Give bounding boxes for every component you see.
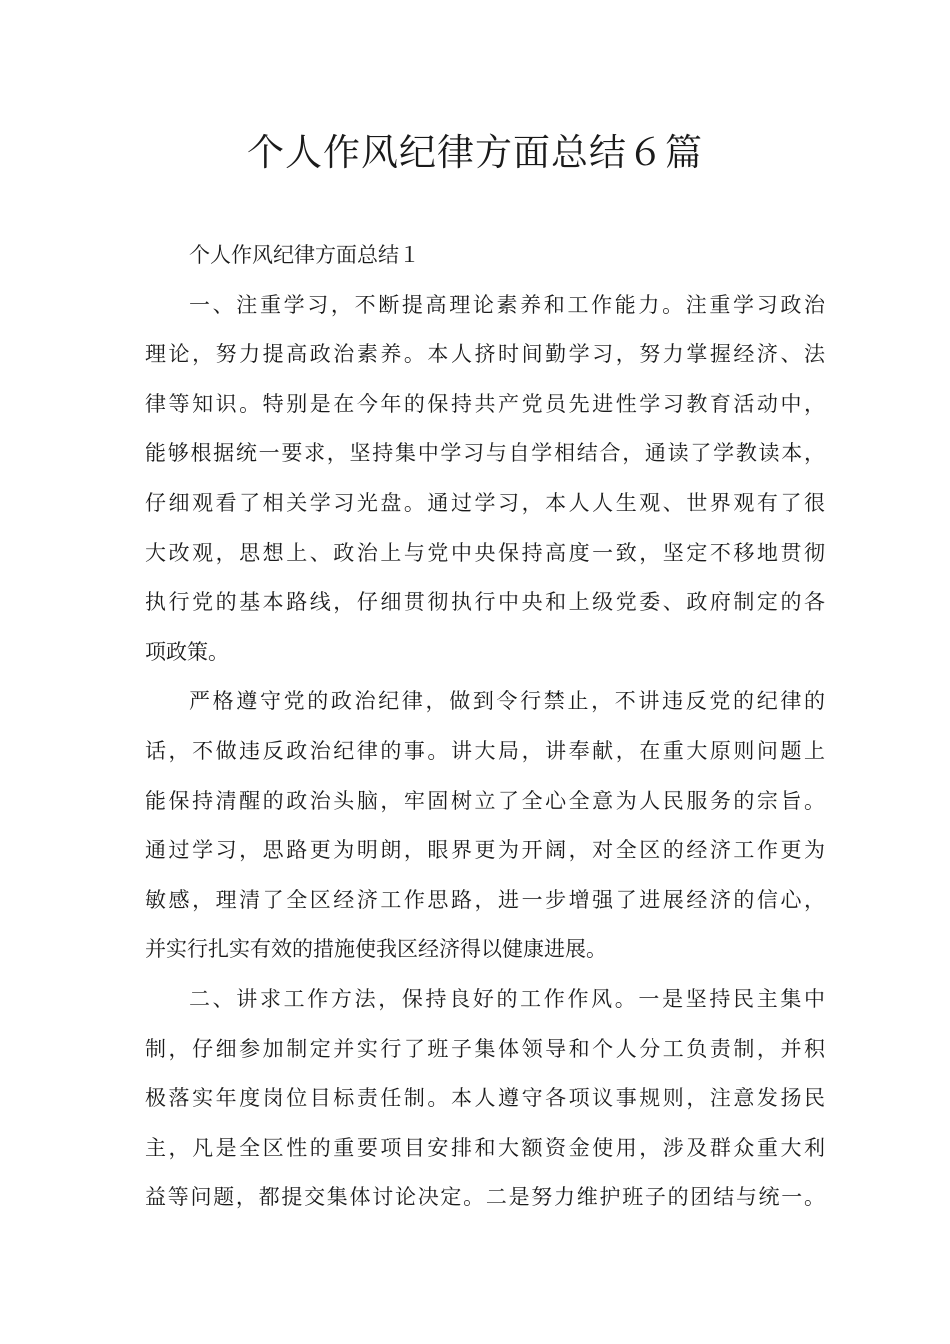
text-line: 能够根据统一要求，坚持集中学习与自学相结合，通读了学教读本， — [145, 441, 825, 466]
text-line: 话，不做违反政治纪律的事。讲大局，讲奉献，在重大原则问题上 — [145, 738, 825, 763]
document-title: 个人作风纪律方面总结６篇 — [247, 131, 703, 174]
text-line: 益等问题，都提交集体讨论决定。二是努力维护班子的团结与统一。 — [145, 1185, 825, 1210]
text-line: 主，凡是全区性的重要项目安排和大额资金使用，涉及群众重大利 — [145, 1135, 825, 1160]
text-line: 能保持清醒的政治头脑，牢固树立了全心全意为人民服务的宗旨。 — [145, 788, 825, 813]
document-body — [145, 231, 825, 1223]
text-line: 极落实年度岗位目标责任制。本人遵守各项议事规则，注意发扬民 — [145, 1086, 825, 1111]
text-line: 严格遵守党的政治纪律，做到令行禁止，不讲违反党的纪律的 — [189, 689, 825, 714]
text-line: 通过学习，思路更为明朗，眼界更为开阔，对全区的经济工作更为 — [145, 838, 825, 863]
text-line: 律等知识。特别是在今年的保持共产党员先进性学习教育活动中， — [145, 391, 825, 416]
text-line: 项政策。 — [145, 639, 229, 664]
text-line: 仔细观看了相关学习光盘。通过学习，本人人生观、世界观有了很 — [145, 490, 825, 515]
text-line: 敏感，理清了全区经济工作思路，进一步增强了进展经济的信心， — [145, 887, 825, 912]
text-line: 一、注重学习，不断提高理论素养和工作能力。注重学习政治 — [189, 292, 825, 317]
text-line: 并实行扎实有效的措施使我区经济得以健康进展。 — [145, 937, 607, 962]
text-line: 执行党的基本路线，仔细贯彻执行中央和上级党委、政府制定的各 — [145, 590, 825, 615]
text-line: 大改观，思想上、政治上与党中央保持高度一致，坚定不移地贯彻 — [145, 540, 825, 565]
text-line: 个人作风纪律方面总结１ — [189, 243, 420, 267]
text-line: 理论，努力提高政治素养。本人挤时间勤学习，努力掌握经济、法 — [145, 342, 825, 367]
text-line: 制，仔细参加制定并实行了班子集体领导和个人分工负责制，并积 — [145, 1036, 825, 1061]
text-line: 二、讲求工作方法，保持良好的工作作风。一是坚持民主集中 — [189, 986, 825, 1011]
